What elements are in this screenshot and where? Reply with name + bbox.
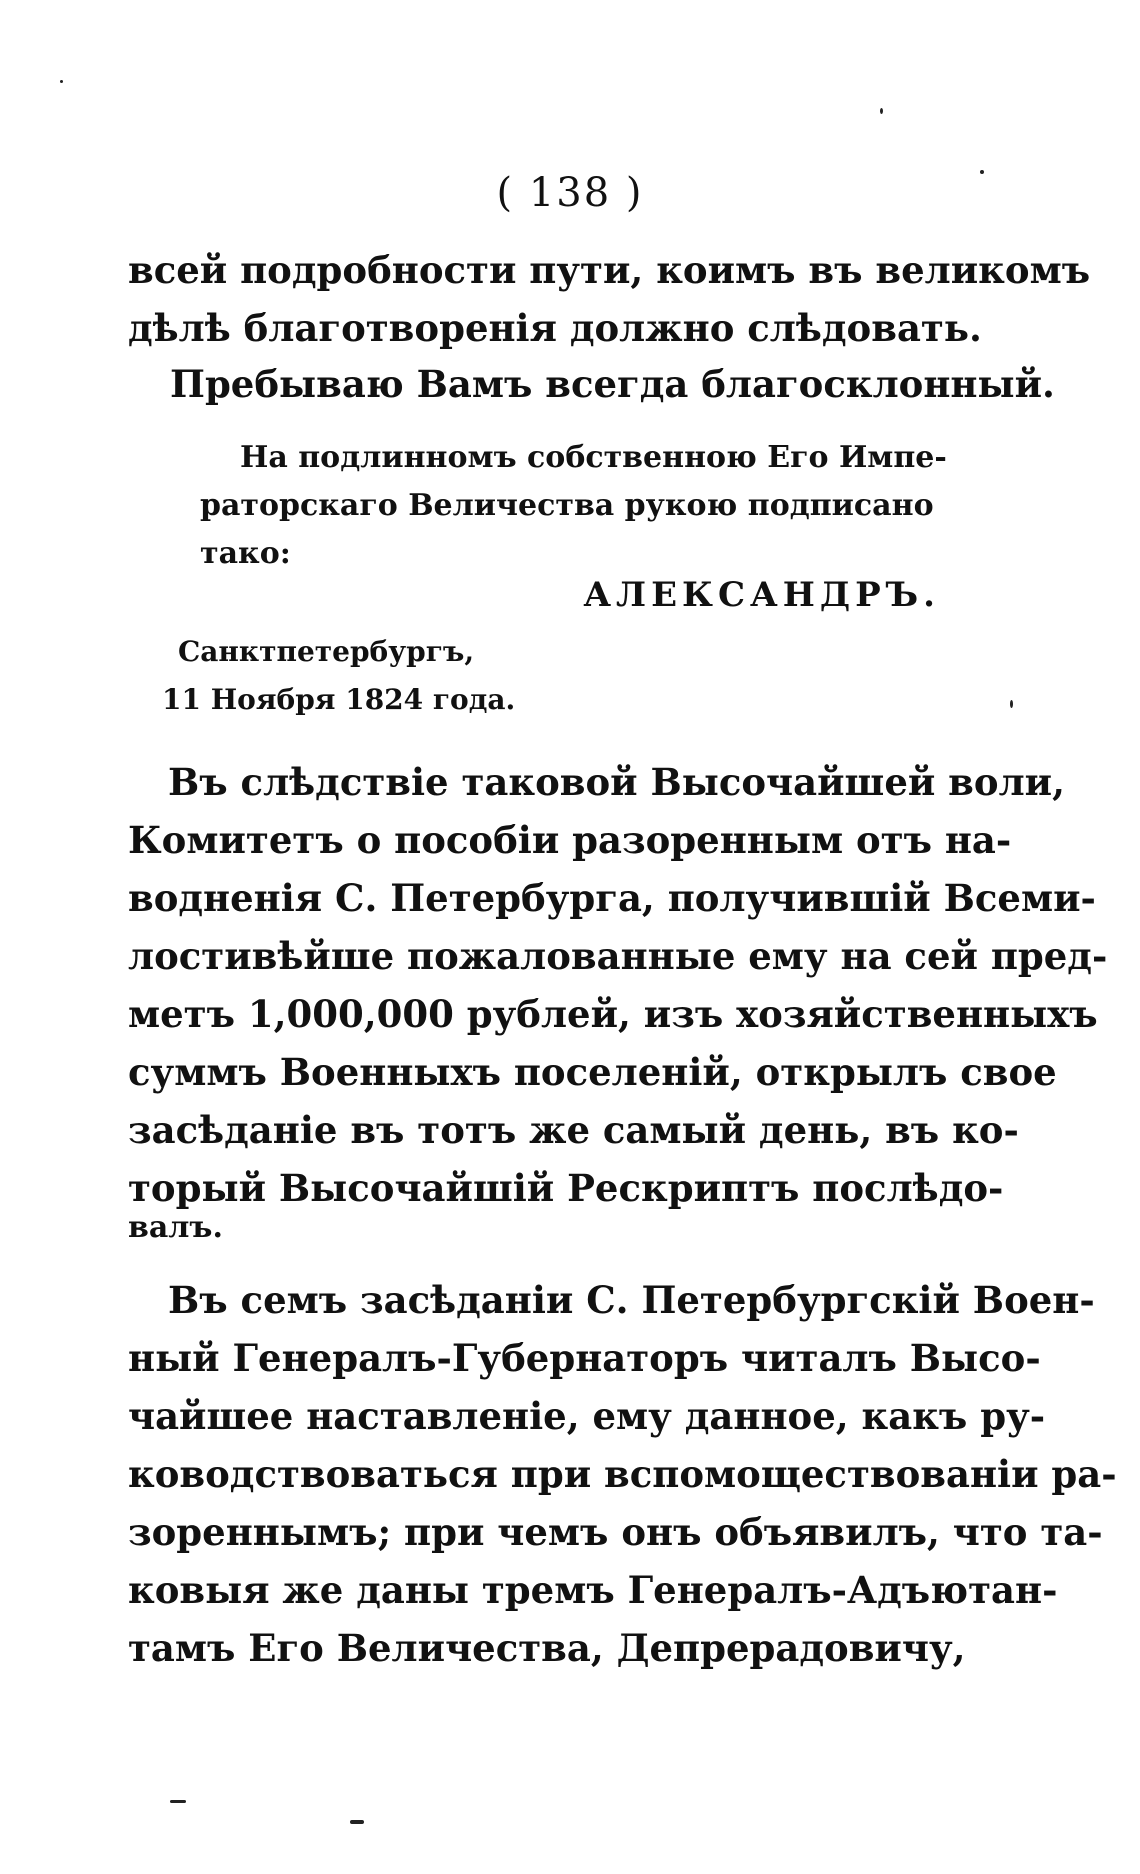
text-line: тамъ Его Величества, Депрерадовичу, bbox=[128, 1626, 966, 1670]
page-number: ( 138 ) bbox=[496, 170, 644, 216]
closing-formula: Пребываю Вамъ всегда благосклонный. bbox=[170, 362, 1055, 406]
text-line: торый Высочайшій Рескриптъ послѣдо- bbox=[128, 1166, 1004, 1210]
text-line: ковыя же даны тремъ Генералъ-Адъютан- bbox=[128, 1568, 1058, 1612]
text-line: ководствоваться при вспомоществованіи ра- bbox=[128, 1452, 1117, 1496]
text-line: ный Генералъ-Губернаторъ читалъ Высо- bbox=[128, 1336, 1041, 1380]
text-line: зореннымъ; при чемъ онъ объявилъ, что та- bbox=[128, 1510, 1103, 1554]
text-line: дѣлѣ благотворенія должно слѣдовать. bbox=[128, 306, 982, 350]
text-line: водненія С. Петербурга, получившій Всеми- bbox=[128, 876, 1096, 920]
text-line: метъ 1,000,000 рублей, изъ хозяйственныхъ bbox=[128, 992, 1098, 1036]
signature-note-line: раторскаго Величества рукою подписано bbox=[200, 488, 934, 523]
signature-note-line: тако: bbox=[200, 536, 291, 571]
place: Санктпетербургъ, bbox=[178, 635, 475, 668]
text-line: Въ слѣдствіе таковой Высочайшей воли, bbox=[168, 760, 1065, 804]
scan-speck bbox=[60, 80, 63, 83]
text-line: всей подробности пути, коимъ въ великомъ bbox=[128, 248, 1091, 292]
text-line: лостивѣйше пожалованные ему на сей пред- bbox=[128, 934, 1108, 978]
text-line: Комитетъ о пособіи разоренным отъ на- bbox=[128, 818, 1012, 862]
text-line: валъ. bbox=[128, 1210, 223, 1245]
text-line: суммъ Военныхъ поселеній, открылъ свое bbox=[128, 1050, 1057, 1094]
text-line: Въ семъ засѣданіи С. Петербургскій Воен- bbox=[168, 1278, 1095, 1322]
scan-speck bbox=[170, 1800, 186, 1803]
scan-speck bbox=[880, 108, 883, 114]
signature: АЛЕКСАНДРЪ. bbox=[583, 575, 940, 615]
scan-speck bbox=[980, 170, 984, 174]
text-line: засѣданіе въ тотъ же самый день, въ ко- bbox=[128, 1108, 1019, 1152]
scan-speck bbox=[1010, 700, 1013, 708]
signature-note-line: На подлинномъ собственною Его Импе- bbox=[240, 440, 947, 475]
scan-speck bbox=[350, 1820, 364, 1824]
date: 11 Ноября 1824 года. bbox=[162, 683, 516, 716]
text-line: чайшее наставленіе, ему данное, какъ ру- bbox=[128, 1394, 1046, 1438]
